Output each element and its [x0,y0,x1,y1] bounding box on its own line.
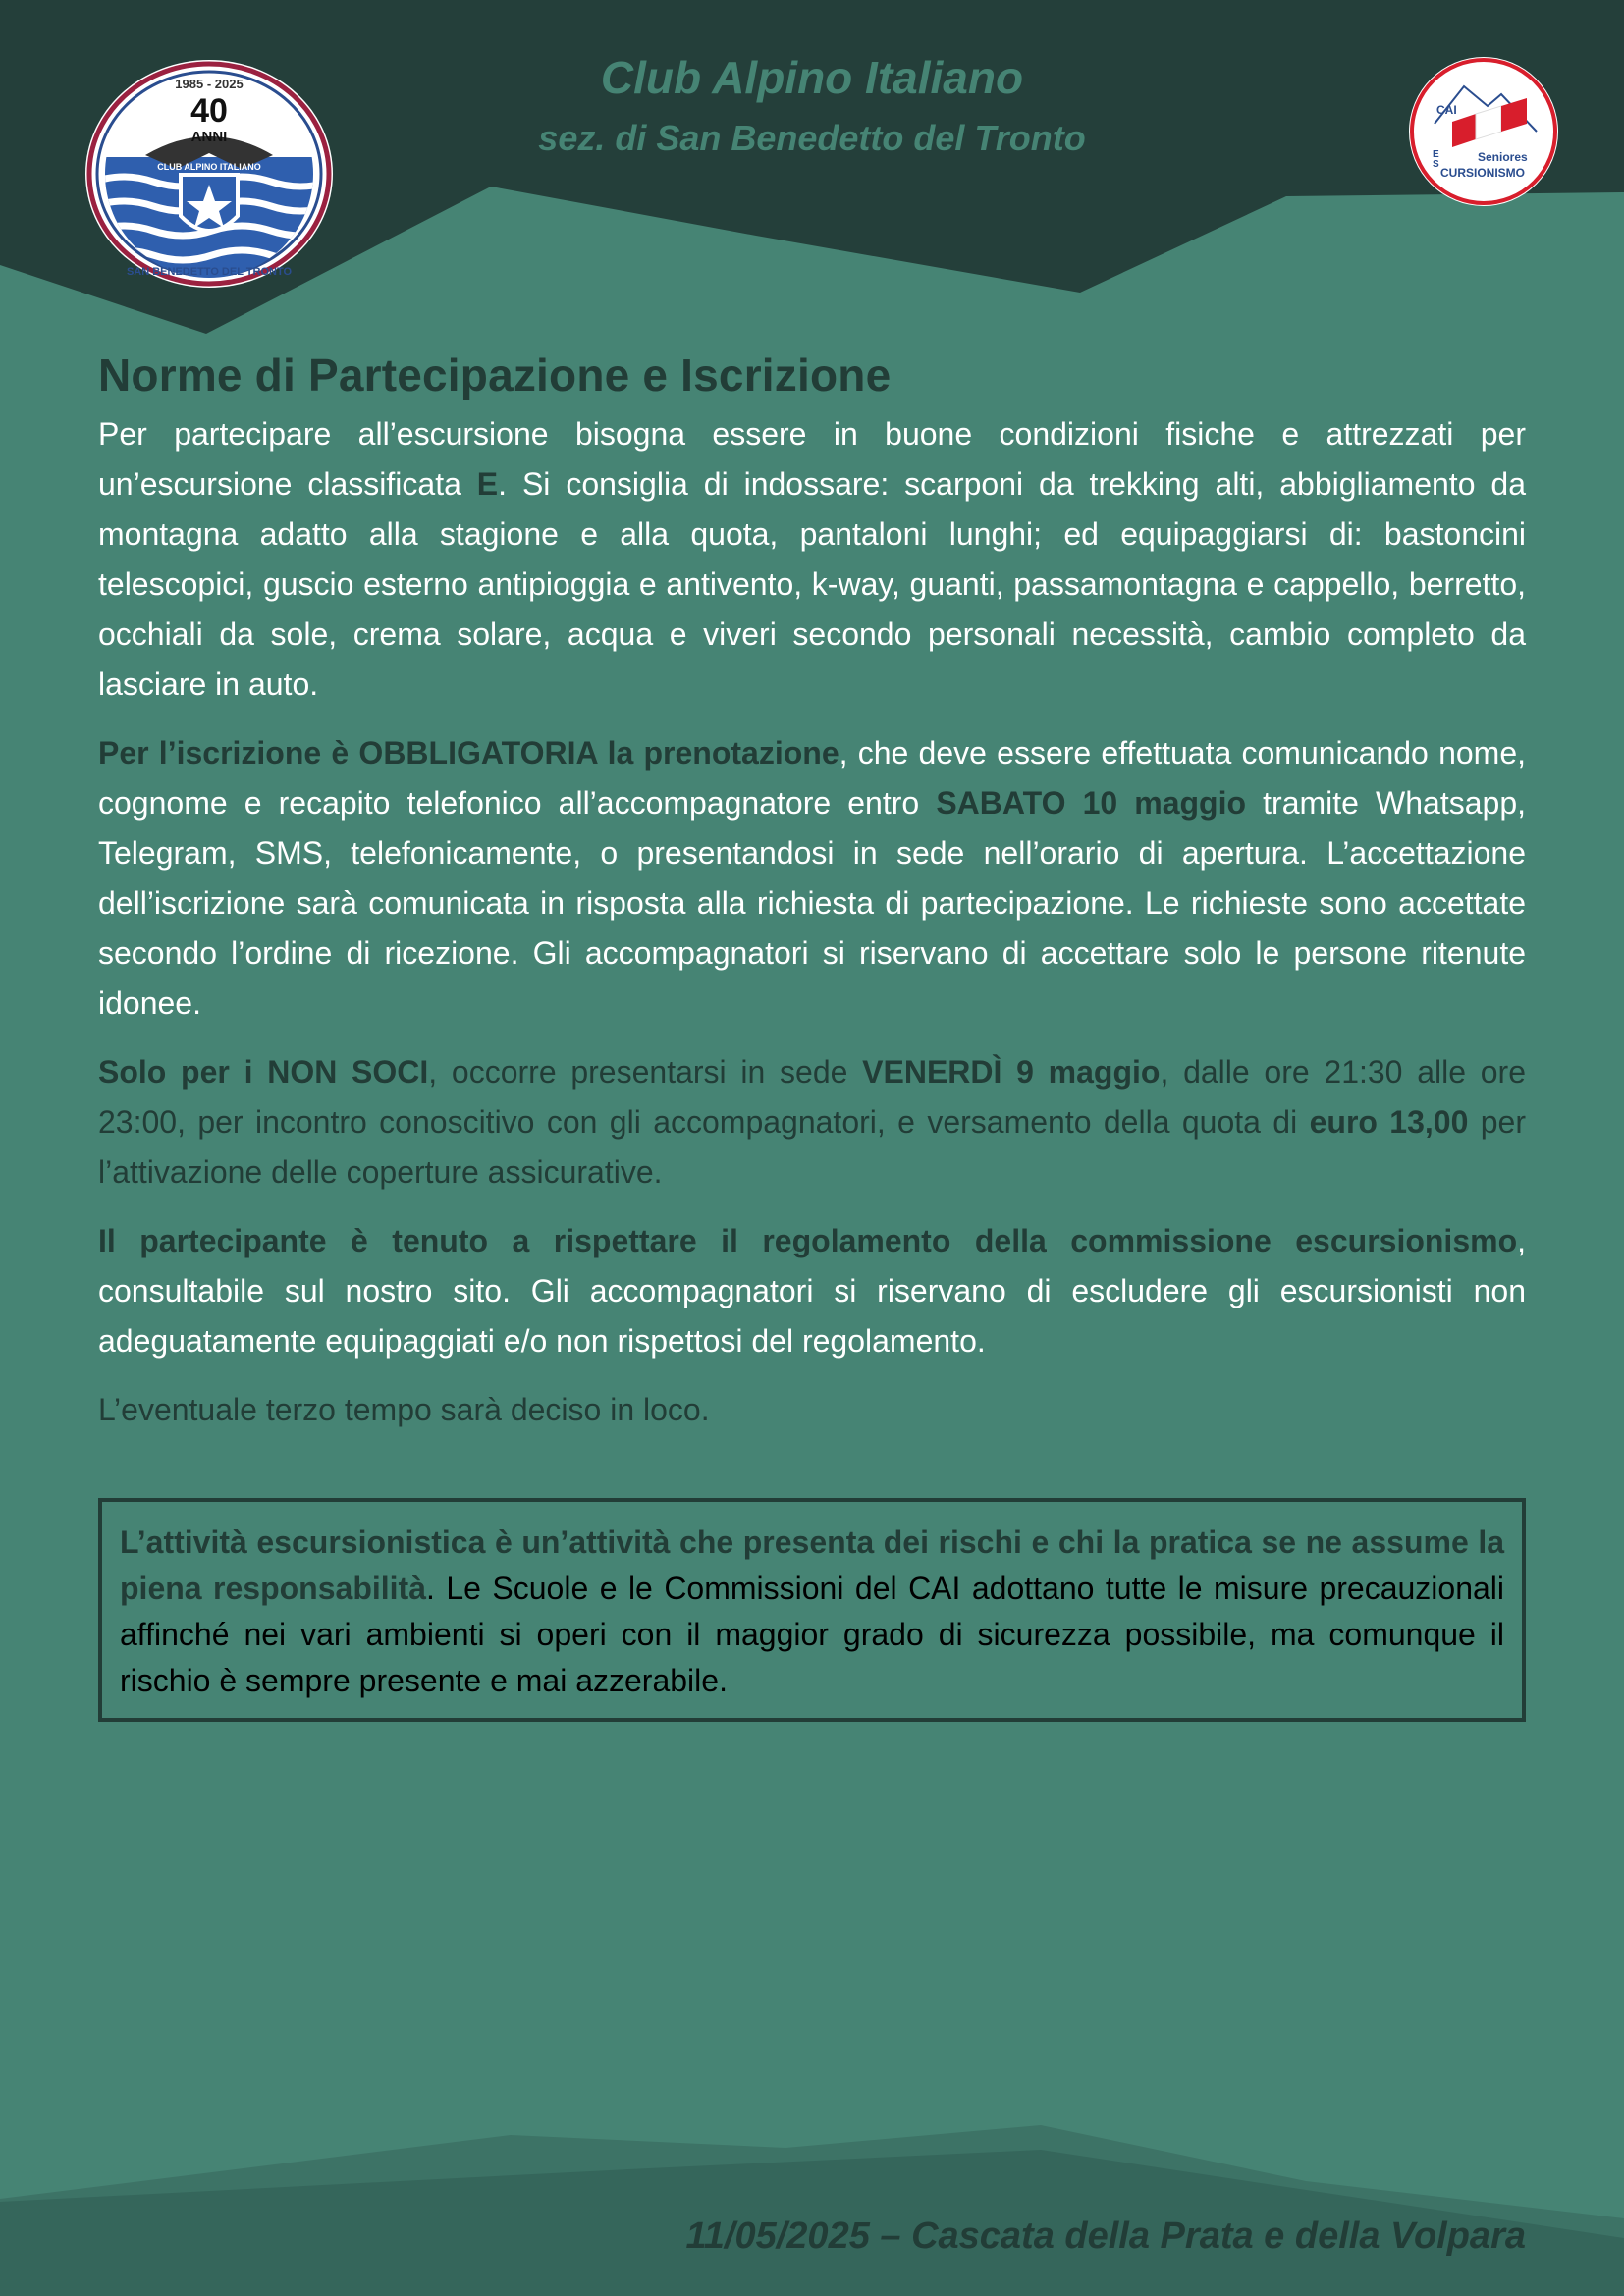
insurance-fee: euro 13,00 [1309,1104,1469,1140]
third-time-paragraph: L’eventuale terzo tempo sarà deciso in loco. [98,1392,710,1427]
cai-40-anni-logo [84,59,334,289]
equipment-paragraph: Per partecipare all’escursione bisogna essere in buone condizioni fisiche e attrezzati per un’escursione classificata E. Si consiglia di indossare: scarponi da trekking alti, abbigliamento da montagna adatto alla stagione e alla quota, pantaloni lunghi; ed equipaggiarsi di: bastoncini telescopici, guscio esterno antipioggia e antivento, k-way, guanti, passamontagna e cappello, berretto, occhiali da sole, crema solare, acqua e viveri secondo personali necessità, cambio completo da lasciare in auto. [98,416,1526,702]
svg-text:SAN BENEDETTO DEL TRONTO: SAN BENEDETTO DEL TRONTO [126,266,293,278]
registration-paragraph: Per l’iscrizione è OBBLIGATORIA la prenotazione, che deve essere effettuata comunicando nome, cognome e recapito telefonico all’accompagnatore entro SABATO 10 maggio tramite Whatsapp, Telegram, SMS, telefonicamente, o presentandosi in sede nell’orario di apertura. L’accettazione dell’iscrizione sarà comunicata in risposta alla richiesta di partecipazione. Le richieste sono accettate secondo l’ordine di ricezione. Gli accompagnatori si riservano di accettare solo le persone ritenute idonee. [98,735,1527,1021]
svg-text:CAI: CAI [1436,103,1457,117]
footer-event-title: 11/05/2025 – Cascata della Prata e della Volpara [685,2216,1526,2257]
svg-text:E: E [1433,149,1439,160]
svg-text:CURSIONISMO: CURSIONISMO [1440,166,1526,180]
club-subtitle: sez. di San Benedetto del Tronto [538,118,1086,158]
registration-deadline: SABATO 10 maggio [936,785,1247,821]
svg-text:CLUB ALPINO ITALIANO: CLUB ALPINO ITALIANO [157,162,261,172]
risk-warning-text: L’attività escursionistica è un’attività che presenta dei rischi e chi la pratica se ne assume la piena responsabilità. Le Scuole e le Commissioni del CAI adottano tutte le misure precauzionali affinché nei vari ambienti si operi con il maggior grado di sicurezza possibile, ma comunque il rischio è sempre presente e mai azzerabile. [120,1524,1505,1698]
regulations-paragraph: Il partecipante è tenuto a rispettare il regolamento della commissione escursionismo, consultabile sul nostro sito. Gli accompagnatori si riservano di escludere gli escursionisti non adeguatamente equipaggiati e/o non rispettosi del regolamento. [98,1223,1526,1359]
svg-text:S: S [1433,159,1439,170]
svg-text:40: 40 [190,92,228,130]
risk-warning-box [98,1498,1526,1722]
non-members-paragraph: Solo per i NON SOCI, occorre presentarsi in sede VENERDÌ 9 maggio, dalle ore 21:30 alle ore 23:00, per incontro conoscitivo con gli accompagnatori, e versamento della quota di euro 13,00 per l’attivazione delle coperture assicurative. [98,1054,1527,1190]
non-members-date: VENERDÌ 9 maggio [862,1054,1161,1090]
difficulty-grade: E [476,466,499,502]
svg-text:ANNI: ANNI [190,129,228,145]
svg-text:1985 - 2025: 1985 - 2025 [175,77,244,91]
svg-text:Seniores: Seniores [1478,150,1528,164]
club-title: Club Alpino Italiano [600,52,1024,103]
participation-rules-section [98,348,1526,1435]
section-heading: Norme di Partecipazione e Iscrizione [98,349,892,400]
seniores-escursionismo-logo [1407,55,1560,208]
